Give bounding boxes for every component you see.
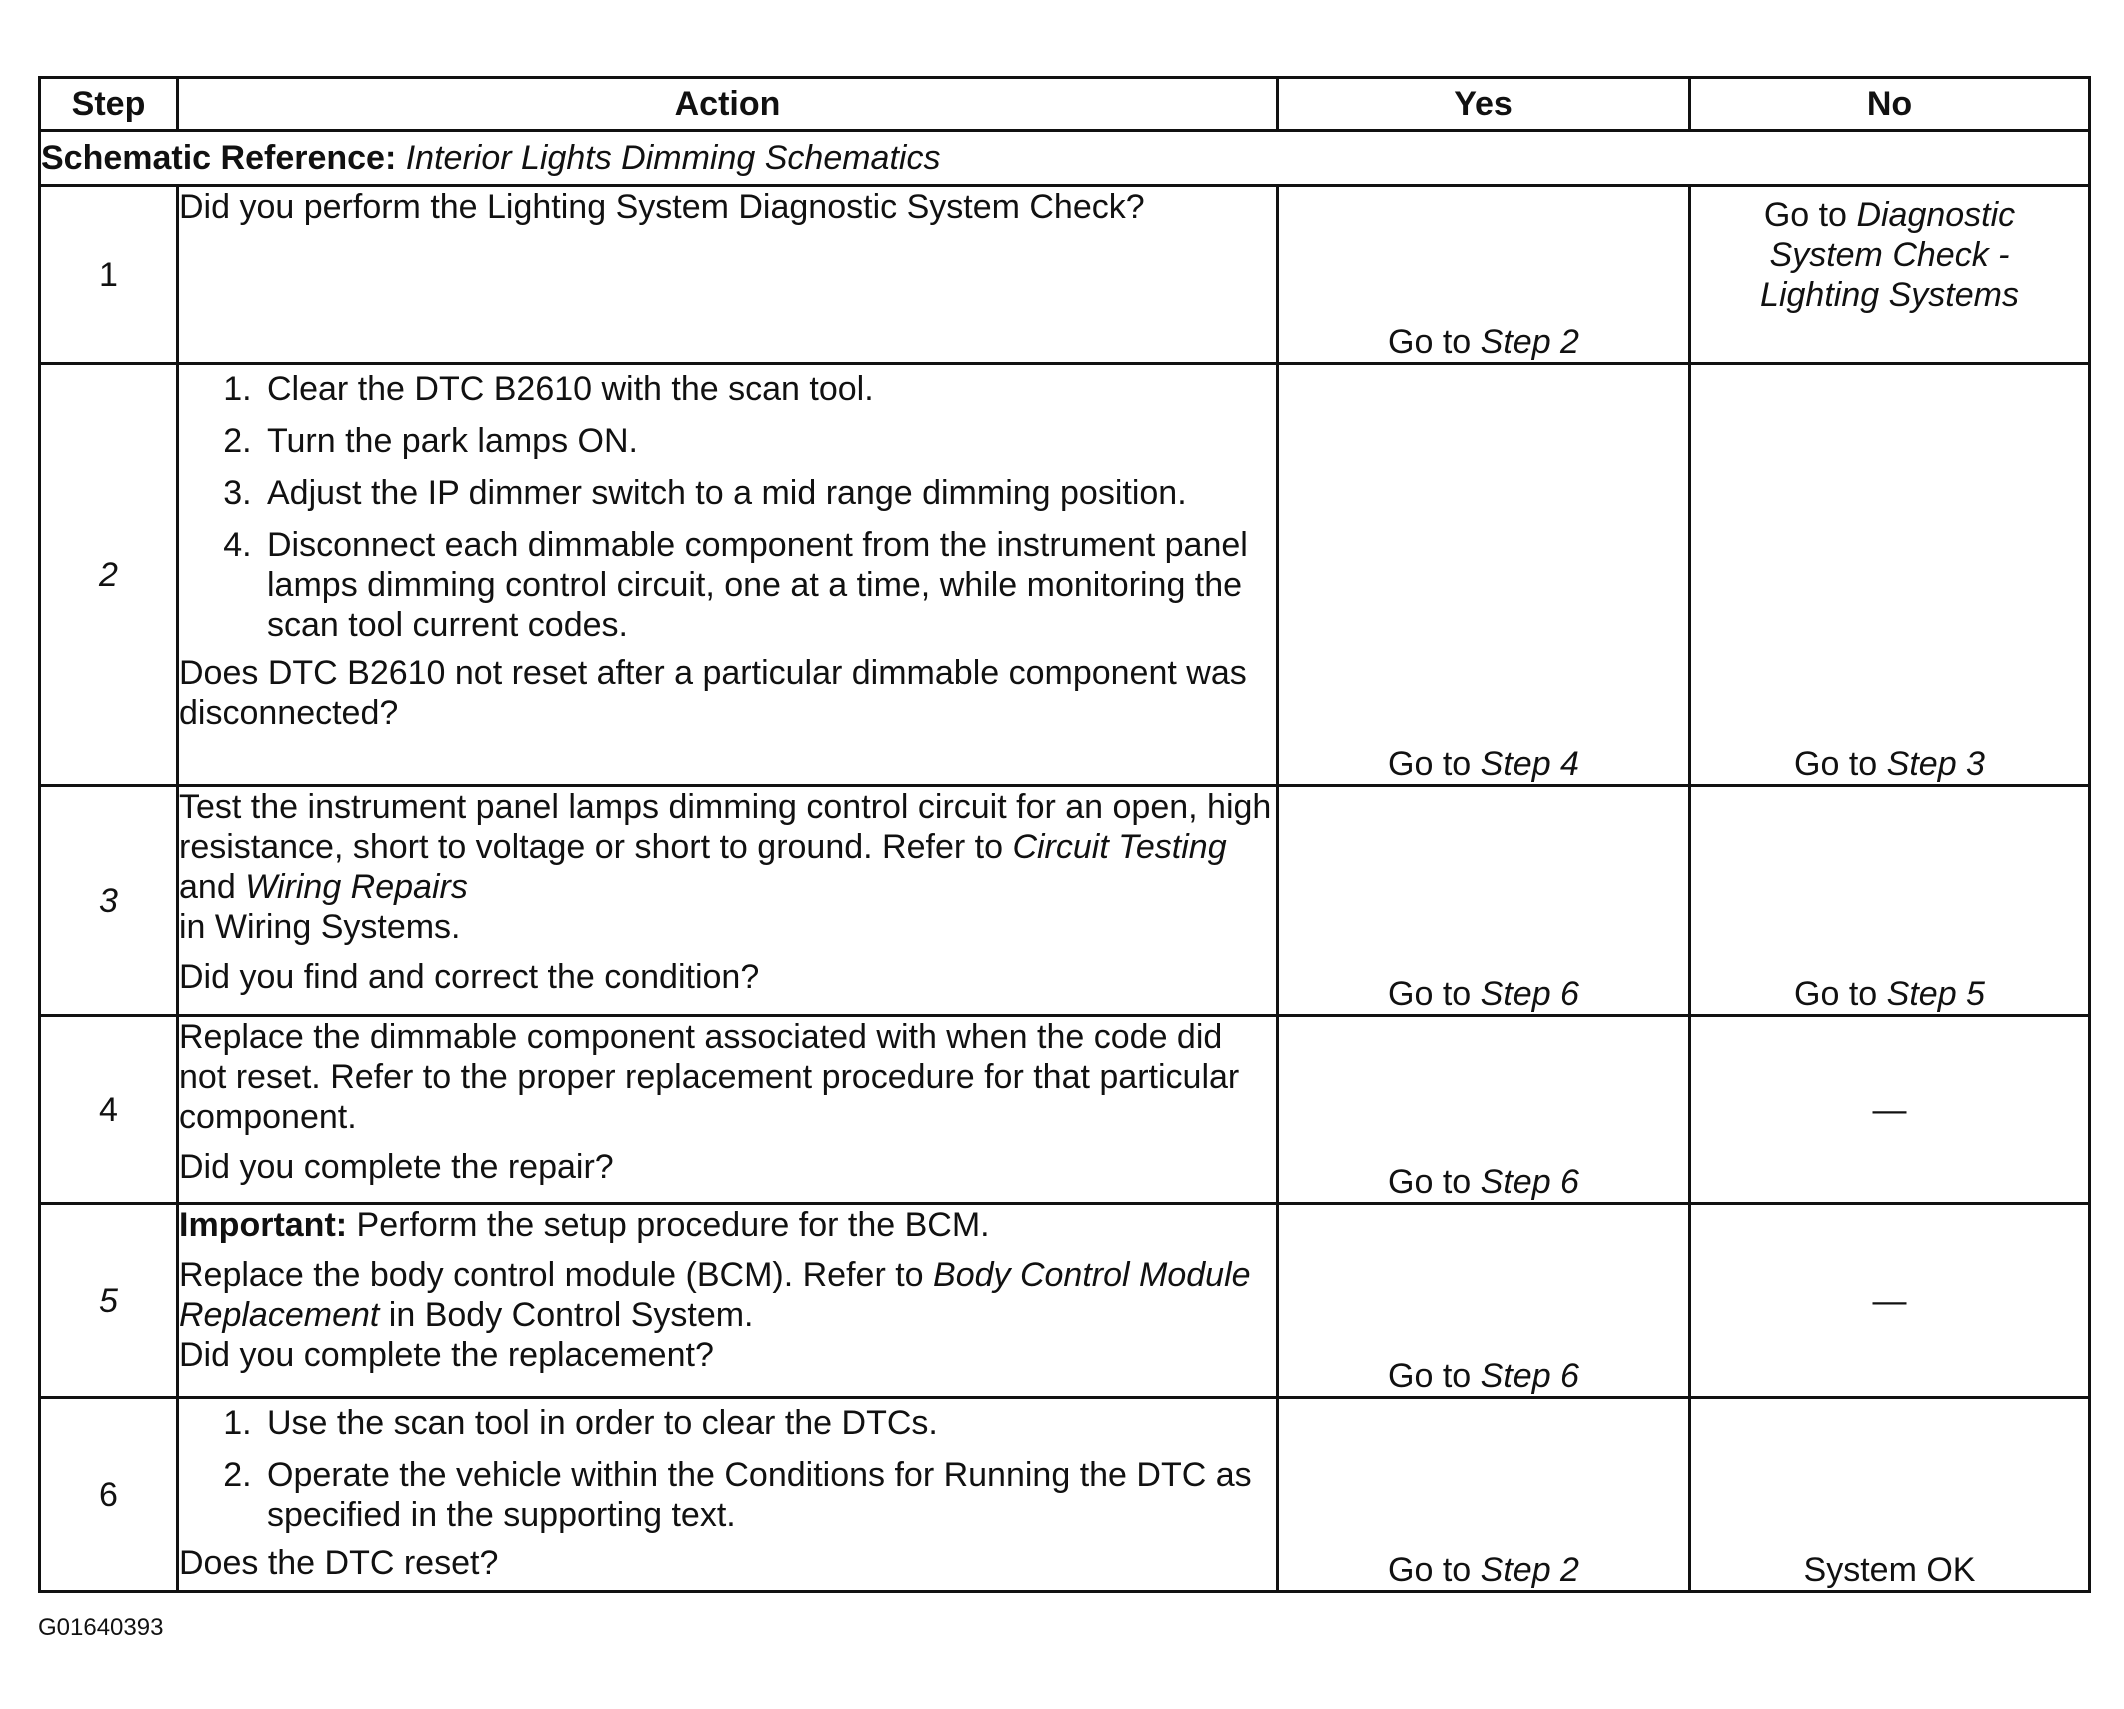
important-text: Perform the setup procedure for the BCM. xyxy=(356,1206,990,1244)
table-row xyxy=(40,364,2090,786)
list-item: 4. Disconnect each dimmable component from the instrument panel lamps dimming control circuit, one at a time, while monitoring the scan tool current codes. xyxy=(261,525,1276,645)
schematic-reference-row xyxy=(40,131,2090,186)
action-question: Did you complete the repair? xyxy=(179,1148,614,1186)
table-row xyxy=(40,786,2090,1016)
no-cell xyxy=(1690,1204,2090,1398)
action-question: Did you perform the Lighting System Diagnostic System Check? xyxy=(179,188,1145,226)
no-prefix: Go to xyxy=(1794,975,1878,1013)
action-text-part: Replace the body control module (BCM). Refer to xyxy=(179,1256,924,1294)
action-cell xyxy=(178,1016,1278,1204)
header-no: No xyxy=(1690,78,2090,131)
no-cell xyxy=(1690,786,2090,1016)
action-text xyxy=(179,787,1276,947)
action-question: Does the DTC reset? xyxy=(179,1544,499,1582)
header-step: Step xyxy=(40,78,178,131)
yes-prefix: Go to xyxy=(1388,1357,1472,1395)
action-text-and: and xyxy=(179,868,236,906)
schematic-reference-cell xyxy=(40,131,2090,186)
list-item: 3. Adjust the IP dimmer switch to a mid range dimming position. xyxy=(261,473,1276,513)
action-question: Does DTC B2610 not reset after a particular dimmable component was disconnected? xyxy=(179,654,1247,732)
action-cell xyxy=(178,1398,1278,1592)
yes-step-link[interactable]: Step 6 xyxy=(1480,1357,1579,1395)
no-cell xyxy=(1690,186,2090,364)
yes-prefix: Go to xyxy=(1388,1163,1472,1201)
step-number: 5 xyxy=(40,1204,178,1398)
schematic-reference-label: Schematic Reference: xyxy=(41,139,397,177)
action-cell xyxy=(178,1204,1278,1398)
figure-id: G01640393 xyxy=(38,1614,164,1641)
list-item: 1. Use the scan tool in order to clear the DTCs. xyxy=(261,1403,1276,1443)
action-text-part: Test the instrument panel lamps dimming control circuit for an open, high resistance, short to voltage or short to ground. Refer to xyxy=(179,788,1272,866)
no-prefix: Go to xyxy=(1763,196,1847,234)
action-text-part: in Body Control System. xyxy=(388,1296,754,1334)
circuit-testing-link[interactable]: Circuit Testing xyxy=(1012,828,1227,866)
header-row xyxy=(40,78,2090,131)
diagnostic-table xyxy=(38,76,2091,1593)
action-cell xyxy=(178,786,1278,1016)
action-cell xyxy=(178,186,1278,364)
yes-step-link[interactable]: Step 6 xyxy=(1480,975,1579,1013)
table-row xyxy=(40,186,2090,364)
yes-step-link[interactable]: Step 2 xyxy=(1480,1551,1579,1589)
no-cell xyxy=(1690,1016,2090,1204)
step-number: 2 xyxy=(40,364,178,786)
yes-cell xyxy=(1278,1016,1690,1204)
yes-prefix: Go to xyxy=(1388,323,1472,361)
wiring-repairs-link[interactable]: Wiring Repairs xyxy=(245,868,468,906)
no-dash: — xyxy=(1872,1090,1907,1129)
no-link[interactable]: Diagnostic System Check - Lighting Systems xyxy=(1760,196,2019,314)
yes-cell xyxy=(1278,1398,1690,1592)
action-steps-list xyxy=(179,1403,1276,1535)
list-item: 2. Operate the vehicle within the Conditions for Running the DTC as specified in the supporting text. xyxy=(261,1455,1276,1535)
list-item: 1. Clear the DTC B2610 with the scan tool. xyxy=(261,369,1276,409)
list-item: 2. Turn the park lamps ON. xyxy=(261,421,1276,461)
yes-cell xyxy=(1278,186,1690,364)
bcm-replacement-link[interactable]: Body Control Module Replacement xyxy=(179,1256,1251,1334)
no-dash: — xyxy=(1872,1281,1907,1320)
no-step-link[interactable]: Step 3 xyxy=(1886,745,1985,783)
yes-cell xyxy=(1278,364,1690,786)
header-yes: Yes xyxy=(1278,78,1690,131)
action-question: Did you find and correct the condition? xyxy=(179,958,760,996)
step-number: 4 xyxy=(40,1016,178,1204)
action-cell xyxy=(178,364,1278,786)
action-steps-list xyxy=(179,369,1276,645)
step-number: 1 xyxy=(40,186,178,364)
schematic-reference-link[interactable]: Interior Lights Dimming Schematics xyxy=(405,139,941,177)
no-cell xyxy=(1690,364,2090,786)
no-prefix: Go to xyxy=(1794,745,1878,783)
no-result: System OK xyxy=(1803,1551,1976,1589)
yes-cell xyxy=(1278,786,1690,1016)
action-text: Replace the dimmable component associated with when the code did not reset. Refer to the proper replacement procedure for that particular component. xyxy=(179,1018,1240,1136)
step-number: 6 xyxy=(40,1398,178,1592)
yes-prefix: Go to xyxy=(1388,745,1472,783)
yes-cell xyxy=(1278,1204,1690,1398)
important-note xyxy=(179,1205,1276,1245)
no-step-link[interactable]: Step 5 xyxy=(1886,975,1985,1013)
action-text-part: in Wiring Systems. xyxy=(179,908,461,946)
header-action: Action xyxy=(178,78,1278,131)
yes-step-link[interactable]: Step 2 xyxy=(1480,323,1579,361)
yes-step-link[interactable]: Step 4 xyxy=(1480,745,1579,783)
diagnostic-table-container xyxy=(38,76,2088,1593)
yes-prefix: Go to xyxy=(1388,975,1472,1013)
yes-step-link[interactable]: Step 6 xyxy=(1480,1163,1579,1201)
table-row xyxy=(40,1204,2090,1398)
action-question: Did you complete the replacement? xyxy=(179,1336,714,1374)
yes-prefix: Go to xyxy=(1388,1551,1472,1589)
action-text xyxy=(179,1255,1276,1335)
important-label: Important: xyxy=(179,1206,348,1244)
no-cell xyxy=(1690,1398,2090,1592)
step-number: 3 xyxy=(40,786,178,1016)
table-row xyxy=(40,1016,2090,1204)
table-row xyxy=(40,1398,2090,1592)
